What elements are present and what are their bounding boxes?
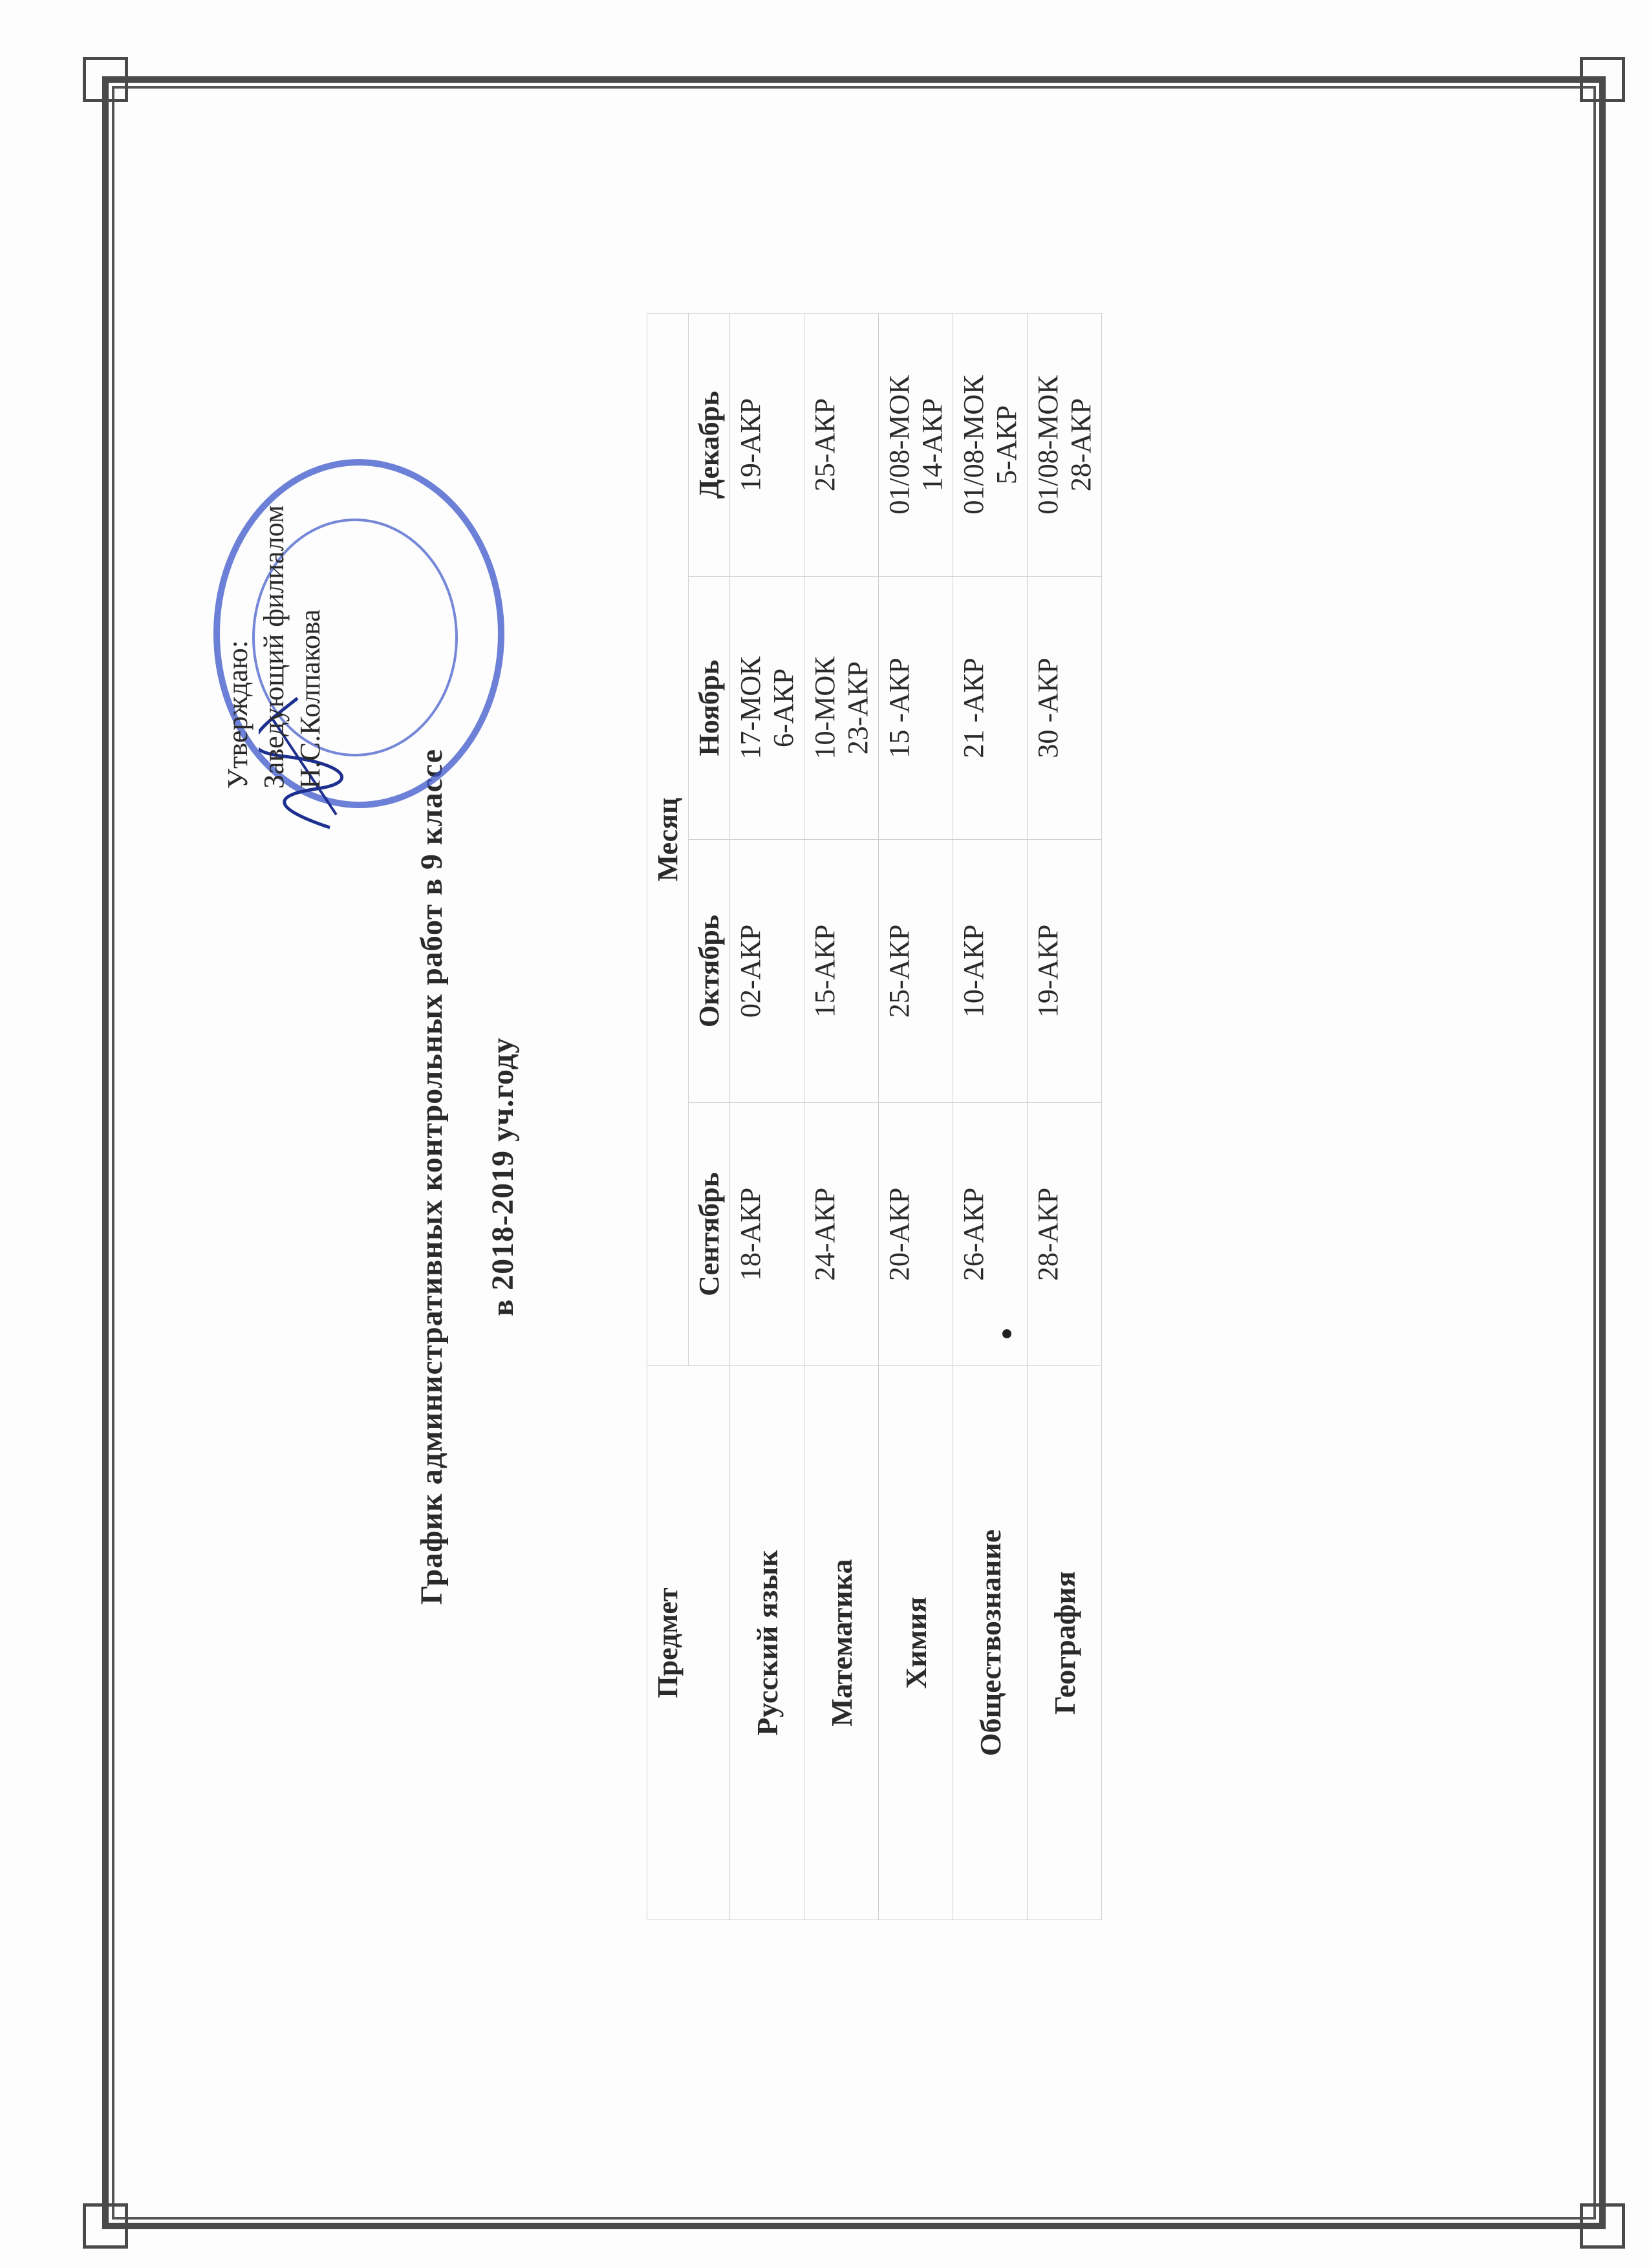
subject-cell: Химия [879, 1366, 953, 1920]
schedule-cell: 28-АКР [1028, 1103, 1102, 1366]
frame-corner [1580, 2203, 1625, 2249]
frame-corner [83, 2203, 128, 2249]
header-month-name: Сентябрь [689, 1103, 730, 1366]
header-month: Месяц [647, 314, 689, 1366]
approval-block [220, 207, 329, 789]
schedule-cell: 21 -АКР [953, 577, 1028, 840]
header-month-name: Ноябрь [689, 577, 730, 840]
schedule-cell: 15-АКР [804, 840, 879, 1103]
subject-cell: География [1028, 1366, 1102, 1920]
header-month-name: Декабрь [689, 314, 730, 577]
schedule-cell: 10-АКР [953, 840, 1028, 1103]
table-row [730, 314, 804, 1920]
header-month-name: Октябрь [689, 840, 730, 1103]
schedule-cell: 01/08-МОК 28-АКР [1028, 314, 1102, 577]
table-row [879, 314, 953, 1920]
document-title: График административных контрольных работ в 9 классе [415, 748, 449, 1605]
subject-cell: Математика [804, 1366, 879, 1920]
frame-corner [83, 57, 128, 102]
header-subject: Предмет [647, 1366, 730, 1920]
schedule-cell: 26-АКР [953, 1103, 1028, 1366]
schedule-table [647, 313, 1102, 1920]
schedule-cell: 02-АКР [730, 840, 804, 1103]
schedule-cell: 01/08-МОК 5-АКР [953, 314, 1028, 577]
approval-line: Заведующий филиалом [258, 505, 290, 789]
approval-line: Утверждаю: [222, 640, 253, 789]
table-header-row [647, 314, 689, 1920]
table-row [1028, 314, 1102, 1920]
document-subtitle: в 2018-2019 уч.году [486, 1037, 520, 1316]
approval-line: Н.С.Колпакова [294, 609, 326, 789]
schedule-cell: 19-АКР [730, 314, 804, 577]
schedule-cell: 01/08-МОК 14-АКР [879, 314, 953, 577]
schedule-cell: 25-АКР [879, 840, 953, 1103]
subject-cell: Русский язык [730, 1366, 804, 1920]
schedule-cell: 18-АКР [730, 1103, 804, 1366]
schedule-cell: 20-АКР [879, 1103, 953, 1366]
schedule-cell: 30 -АКР [1028, 577, 1102, 840]
schedule-cell: 19-АКР [1028, 840, 1102, 1103]
rotated-document [142, 45, 1630, 2179]
schedule-cell: 24-АКР [804, 1103, 879, 1366]
table-row [804, 314, 879, 1920]
table-row [953, 314, 1028, 1920]
schedule-cell: 25-АКР [804, 314, 879, 577]
schedule-cell: 17-МОК 6-АКР [730, 577, 804, 840]
subject-cell: Обществознание [953, 1366, 1028, 1920]
schedule-cell: 10-МОК 23-АКР [804, 577, 879, 840]
schedule-cell: 15 -АКР [879, 577, 953, 840]
